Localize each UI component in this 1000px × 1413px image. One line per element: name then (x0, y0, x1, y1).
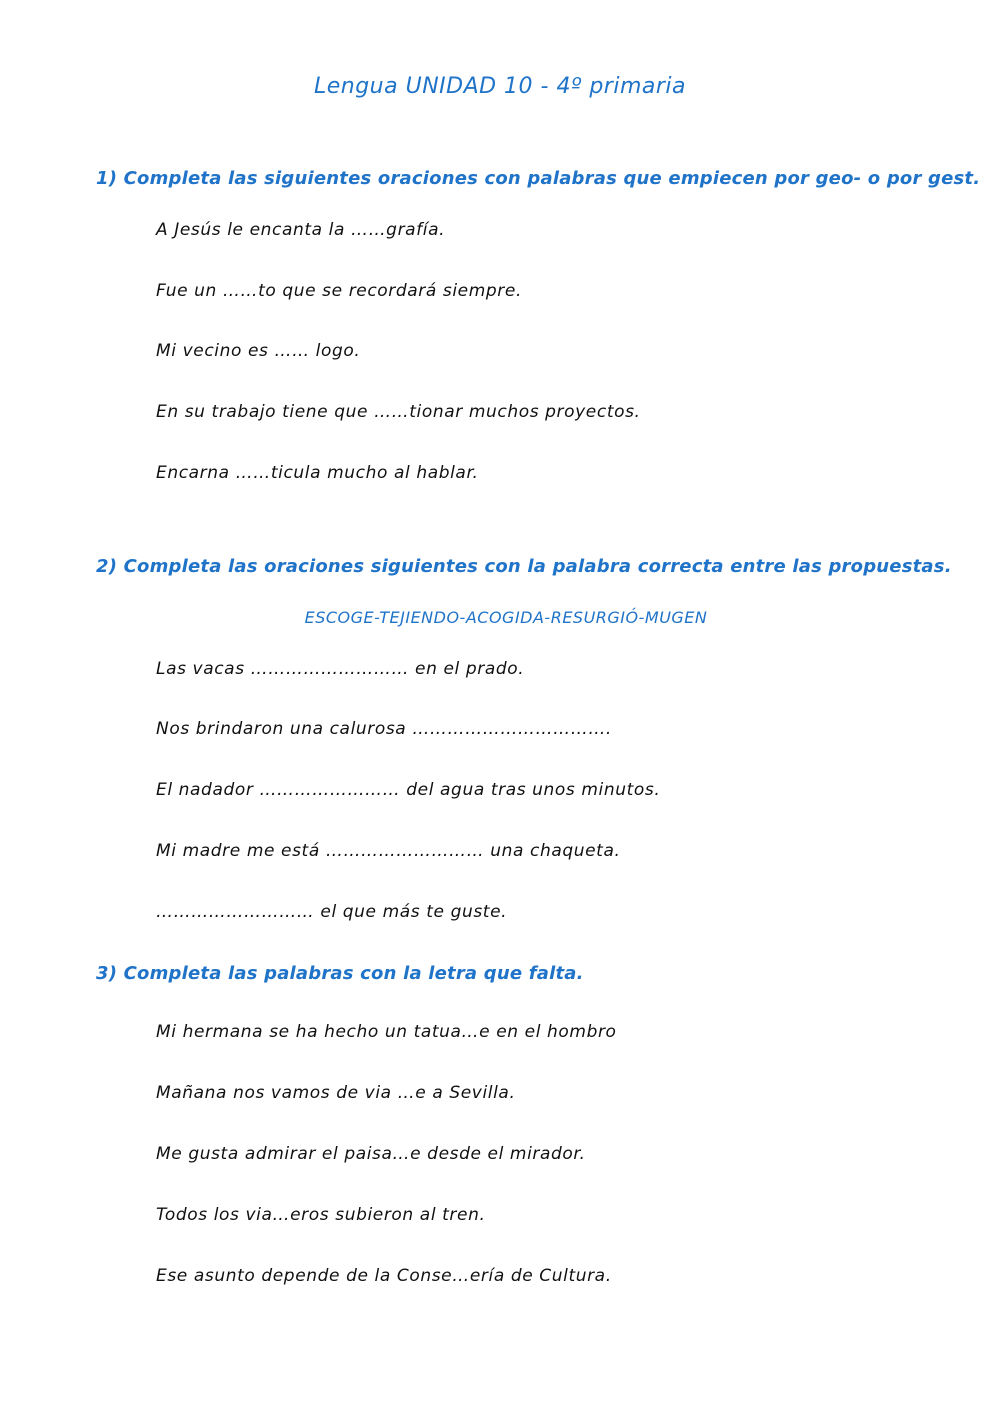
section-3-sentence-1: Mi hermana se ha hecho un tatua…e en el hombro (156, 1022, 617, 1042)
section-2-sentence-2: Nos brindaron una calurosa ……………………………. (156, 719, 612, 739)
section-2-sentence-1: Las vacas ……………………… en el prado. (156, 659, 525, 679)
section-1-sentence-1: A Jesús le encanta la ……grafía. (156, 220, 446, 240)
section-3-sentence-3: Me gusta admirar el paisa…e desde el mirador. (156, 1144, 586, 1164)
section-1-sentence-2: Fue un ……to que se recordará siempre. (156, 281, 522, 301)
section-1-heading: 1) Completa las siguientes oraciones con palabras que empiecen por geo- o por gest. (96, 168, 981, 189)
section-2-sentence-5: ……………………… el que más te guste. (156, 902, 508, 922)
section-2-sentence-4: Mi madre me está ……………………… una chaqueta. (156, 841, 621, 861)
page-title: Lengua UNIDAD 10 - 4º primaria (313, 74, 687, 99)
section-1-sentence-5: Encarna ……ticula mucho al hablar. (156, 463, 479, 483)
section-2-sentence-3: El nadador …………………… del agua tras unos minutos. (156, 780, 661, 800)
word-bank: ESCOGE-TEJIENDO-ACOGIDA-RESURGIÓ-MUGEN (304, 608, 708, 627)
section-3-sentence-4: Todos los via…eros subieron al tren. (156, 1205, 486, 1225)
section-1-sentence-3: Mi vecino es …… logo. (156, 341, 361, 361)
section-3-heading: 3) Completa las palabras con la letra que falta. (96, 963, 584, 984)
section-2-heading: 2) Completa las oraciones siguientes con la palabra correcta entre las propuestas. (96, 556, 952, 577)
section-3-sentence-5: Ese asunto depende de la Conse…ería de Cultura. (156, 1266, 612, 1286)
section-3-sentence-2: Mañana nos vamos de via …e a Sevilla. (156, 1083, 516, 1103)
section-1-sentence-4: En su trabajo tiene que ……tionar muchos proyectos. (156, 402, 641, 422)
